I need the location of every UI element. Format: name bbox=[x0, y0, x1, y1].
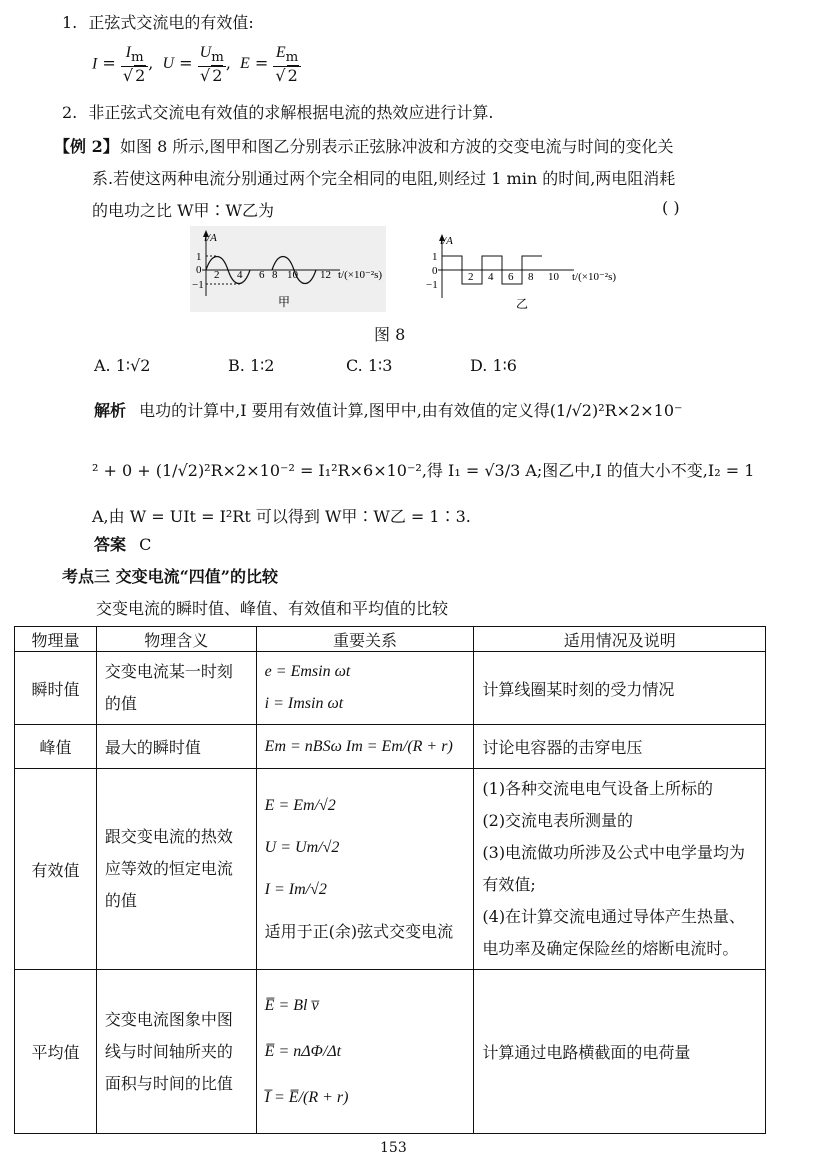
answer: 答案 C bbox=[94, 535, 152, 554]
table-row: 平均值 交变电流图象中图 线与时间轴所夹的 面积与时间的比值 E̅ = Bl v̅ E̅ = nΔΦ/Δt I̅ = E̅/(R + r) 计算通过电路横截面的电荷量 bbox=[15, 970, 766, 1134]
section-subtitle: 交变电流的瞬时值、峰值、有效值和平均值的比较 bbox=[96, 599, 449, 618]
header-cell: 物理量 bbox=[15, 627, 97, 652]
svg-text:4: 4 bbox=[488, 271, 494, 283]
example-line-1: 如图 8 所示,图甲和图乙分别表示正弦脉冲波和方波的交变电流与时间的变化关 bbox=[120, 137, 674, 156]
svg-text:0: 0 bbox=[432, 265, 438, 277]
fraction-U: $\frac{U_m}{√ 2}$ bbox=[199, 44, 224, 85]
item-2: 2. 非正弦式交流电有效值的求解根据电流的热效应进行计算. bbox=[62, 103, 494, 122]
page-number: 153 bbox=[380, 1140, 407, 1156]
item-1 bbox=[62, 10, 254, 33]
figure-caption: 图 8 bbox=[374, 325, 406, 344]
answer-blank: ( ) bbox=[662, 198, 680, 217]
analysis-line-1: 解析 电功的计算中,I 要用有效值计算,图甲中,由有效值的定义得(1/√2)²R×2×10⁻ bbox=[94, 401, 683, 420]
left-name: 甲 bbox=[278, 295, 291, 309]
item-1-text: 正弦式交流电的有效值: bbox=[88, 13, 254, 32]
fraction-I: $\frac{I_m}{√ 2}$ bbox=[121, 44, 148, 84]
formula-I: I bbox=[92, 55, 98, 73]
figure-sine-pulse bbox=[190, 226, 386, 312]
rms-formulas: I = $\frac{I_m}{√ 2}$ , U = $\frac{U_m}{√ 2}$ , E = $\frac{E_m}{√ 2}$ bbox=[92, 44, 301, 84]
option-c: C. 1∶3 bbox=[346, 356, 393, 375]
svg-text:0: 0 bbox=[196, 264, 202, 276]
svg-text:8: 8 bbox=[272, 269, 278, 281]
svg-text:2: 2 bbox=[468, 271, 474, 283]
left-xlabel: t/(×10⁻²s) bbox=[338, 269, 383, 281]
header-cell: 重要关系 bbox=[256, 627, 474, 652]
svg-text:10: 10 bbox=[287, 269, 298, 281]
right-ylabel: i/A bbox=[440, 235, 453, 247]
header-cell: 适用情况及说明 bbox=[474, 627, 766, 652]
header-cell: 物理含义 bbox=[96, 627, 256, 652]
svg-text:12: 12 bbox=[320, 269, 331, 281]
svg-text:10: 10 bbox=[548, 271, 559, 283]
option-d: D. 1∶6 bbox=[470, 356, 517, 375]
svg-text:−1: −1 bbox=[426, 279, 438, 291]
svg-text:8: 8 bbox=[528, 271, 534, 283]
example-tag: 【例 2】 bbox=[54, 137, 119, 156]
svg-text:1: 1 bbox=[196, 251, 202, 263]
example-line-2: 系.若使这两种电流分别通过两个完全相同的电阻,则经过 1 min 的时间,两电阻消耗 bbox=[92, 169, 676, 188]
example-line-3: 的电功之比 W甲∶W乙为 bbox=[92, 201, 274, 220]
table-row: 峰值 最大的瞬时值 Em = nBSω Im = Em/(R + r) 讨论电容器的击穿电压 bbox=[15, 725, 766, 769]
svg-text:6: 6 bbox=[259, 269, 265, 281]
option-b: B. 1∶2 bbox=[228, 356, 275, 375]
analysis-line-2: ² + 0 + (1/√2)²R×2×10⁻² = I₁²R×6×10⁻²,得 I₁ = √3/3 A;图乙中,I 的值大小不变,I₂ = 1 bbox=[92, 461, 755, 480]
analysis-line-3: A,由 W = UIt = I²Rt 可以得到 W甲∶W乙 = 1∶3. bbox=[92, 507, 471, 526]
table-row: 有效值 跟交变电流的热效 应等效的恒定电流 的值 E = Em/√2 U = Um/√2 I = Im/√2 适用于正(余)弦式交变电流 (1)各种交流电电气设备上所标的 (2)交流电表所测量的 (3)电流做功所涉及公式中电学量均为 有效值; (4)在计算交流电通过导体产生热量、 电功率及确定保险丝的熔断电流时。 bbox=[15, 769, 766, 970]
option-a: A. 1∶√2 bbox=[94, 356, 151, 375]
table-header-row bbox=[15, 627, 766, 652]
svg-text:4: 4 bbox=[237, 269, 243, 281]
figure-square-wave bbox=[424, 232, 634, 312]
fraction-E: $\frac{E_m}{√ 2}$ bbox=[273, 44, 300, 84]
left-ylabel: i/A bbox=[204, 232, 217, 244]
table-row: 瞬时值 交变电流某一时刻 的值 e = Emsin ωt i = Imsin ωt 计算线圈某时刻的受力情况 bbox=[15, 652, 766, 725]
section-title: 考点三 交变电流“四值”的比较 bbox=[62, 567, 278, 586]
right-xlabel: t/(×10⁻²s) bbox=[572, 271, 617, 283]
item-1-number: 1. bbox=[62, 13, 78, 32]
comparison-table bbox=[14, 626, 766, 1134]
formula-U: U bbox=[162, 55, 175, 73]
formula-E: E bbox=[240, 55, 250, 73]
right-name: 乙 bbox=[516, 297, 529, 311]
svg-text:−1: −1 bbox=[192, 279, 204, 291]
svg-text:6: 6 bbox=[508, 271, 514, 283]
svg-text:2: 2 bbox=[214, 269, 220, 281]
svg-text:1: 1 bbox=[432, 251, 438, 263]
